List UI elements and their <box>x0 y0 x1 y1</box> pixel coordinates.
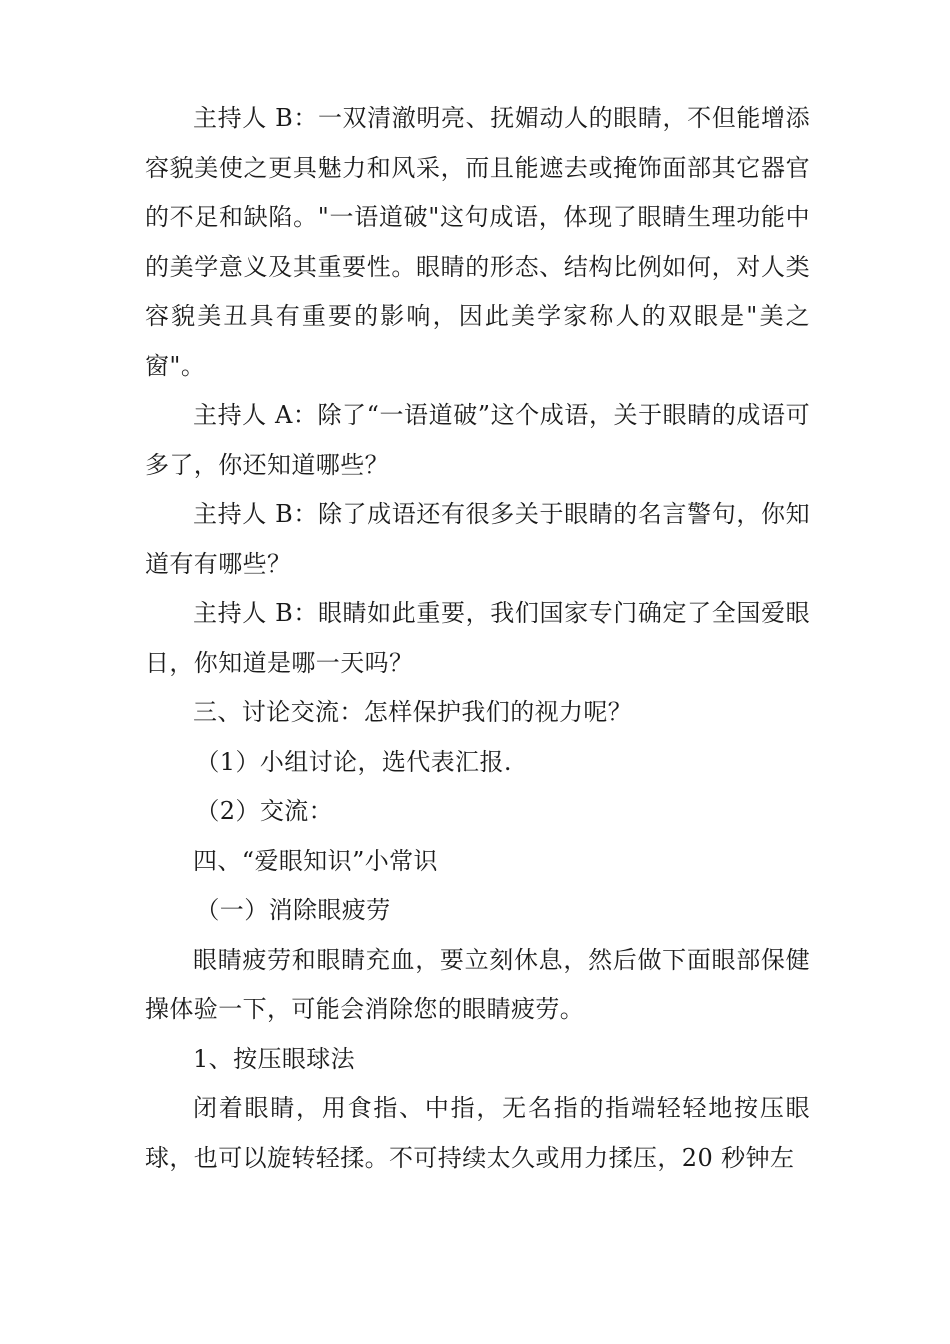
paragraph-host-a-idioms: 主持人 A：除了“一语道破”这个成语，关于眼睛的成语可多了，你还知道哪些？ <box>145 401 810 479</box>
paragraph-eyeball-press-steps: 闭着眼睛，用食指、中指，无名指的指端轻轻地按压眼球，也可以旋转轻揉。不可持续太久或用力揉压，20 秒钟左 <box>145 1094 810 1172</box>
document-body <box>145 94 810 1183</box>
paragraph-host-b-eyes-beauty: 主持人 B：一双清澈明亮、抚媚动人的眼睛，不但能增添容貌美使之更具魅力和风采，而且能遮去或掩饰面部其它器官的不足和缺陷。"一语道破"这句成语，体现了眼睛生理功能中的美学意义及其重要性。眼睛的形态、结构比例如何，对人类容貌美丑具有重要的影响，因此美学家称人的双眼是"美之窗"。 <box>145 104 810 380</box>
section-heading-eye-knowledge: 四、“爱眼知识”小常识 <box>193 846 438 875</box>
paragraph-host-b-quotes: 主持人 B：除了成语还有很多关于眼睛的名言警句，你知道有有哪些？ <box>145 500 810 578</box>
list-item-group-discussion: （1）小组讨论，选代表汇报. <box>195 747 512 776</box>
paragraph-host-b-eye-day: 主持人 B：眼睛如此重要，我们国家专门确定了全国爱眼日，你知道是哪一天吗？ <box>145 599 810 677</box>
method-heading-eyeball-press: 1、按压眼球法 <box>193 1044 356 1073</box>
section-heading-discussion: 三、讨论交流：怎样保护我们的视力呢？ <box>193 698 633 726</box>
subsection-heading-eye-fatigue: （一）消除眼疲劳 <box>195 896 391 924</box>
paragraph-eye-fatigue-intro: 眼睛疲劳和眼睛充血，要立刻休息，然后做下面眼部保健操体验一下，可能会消除您的眼睛疲劳。 <box>145 945 810 1023</box>
list-item-exchange: （2）交流： <box>195 797 334 825</box>
